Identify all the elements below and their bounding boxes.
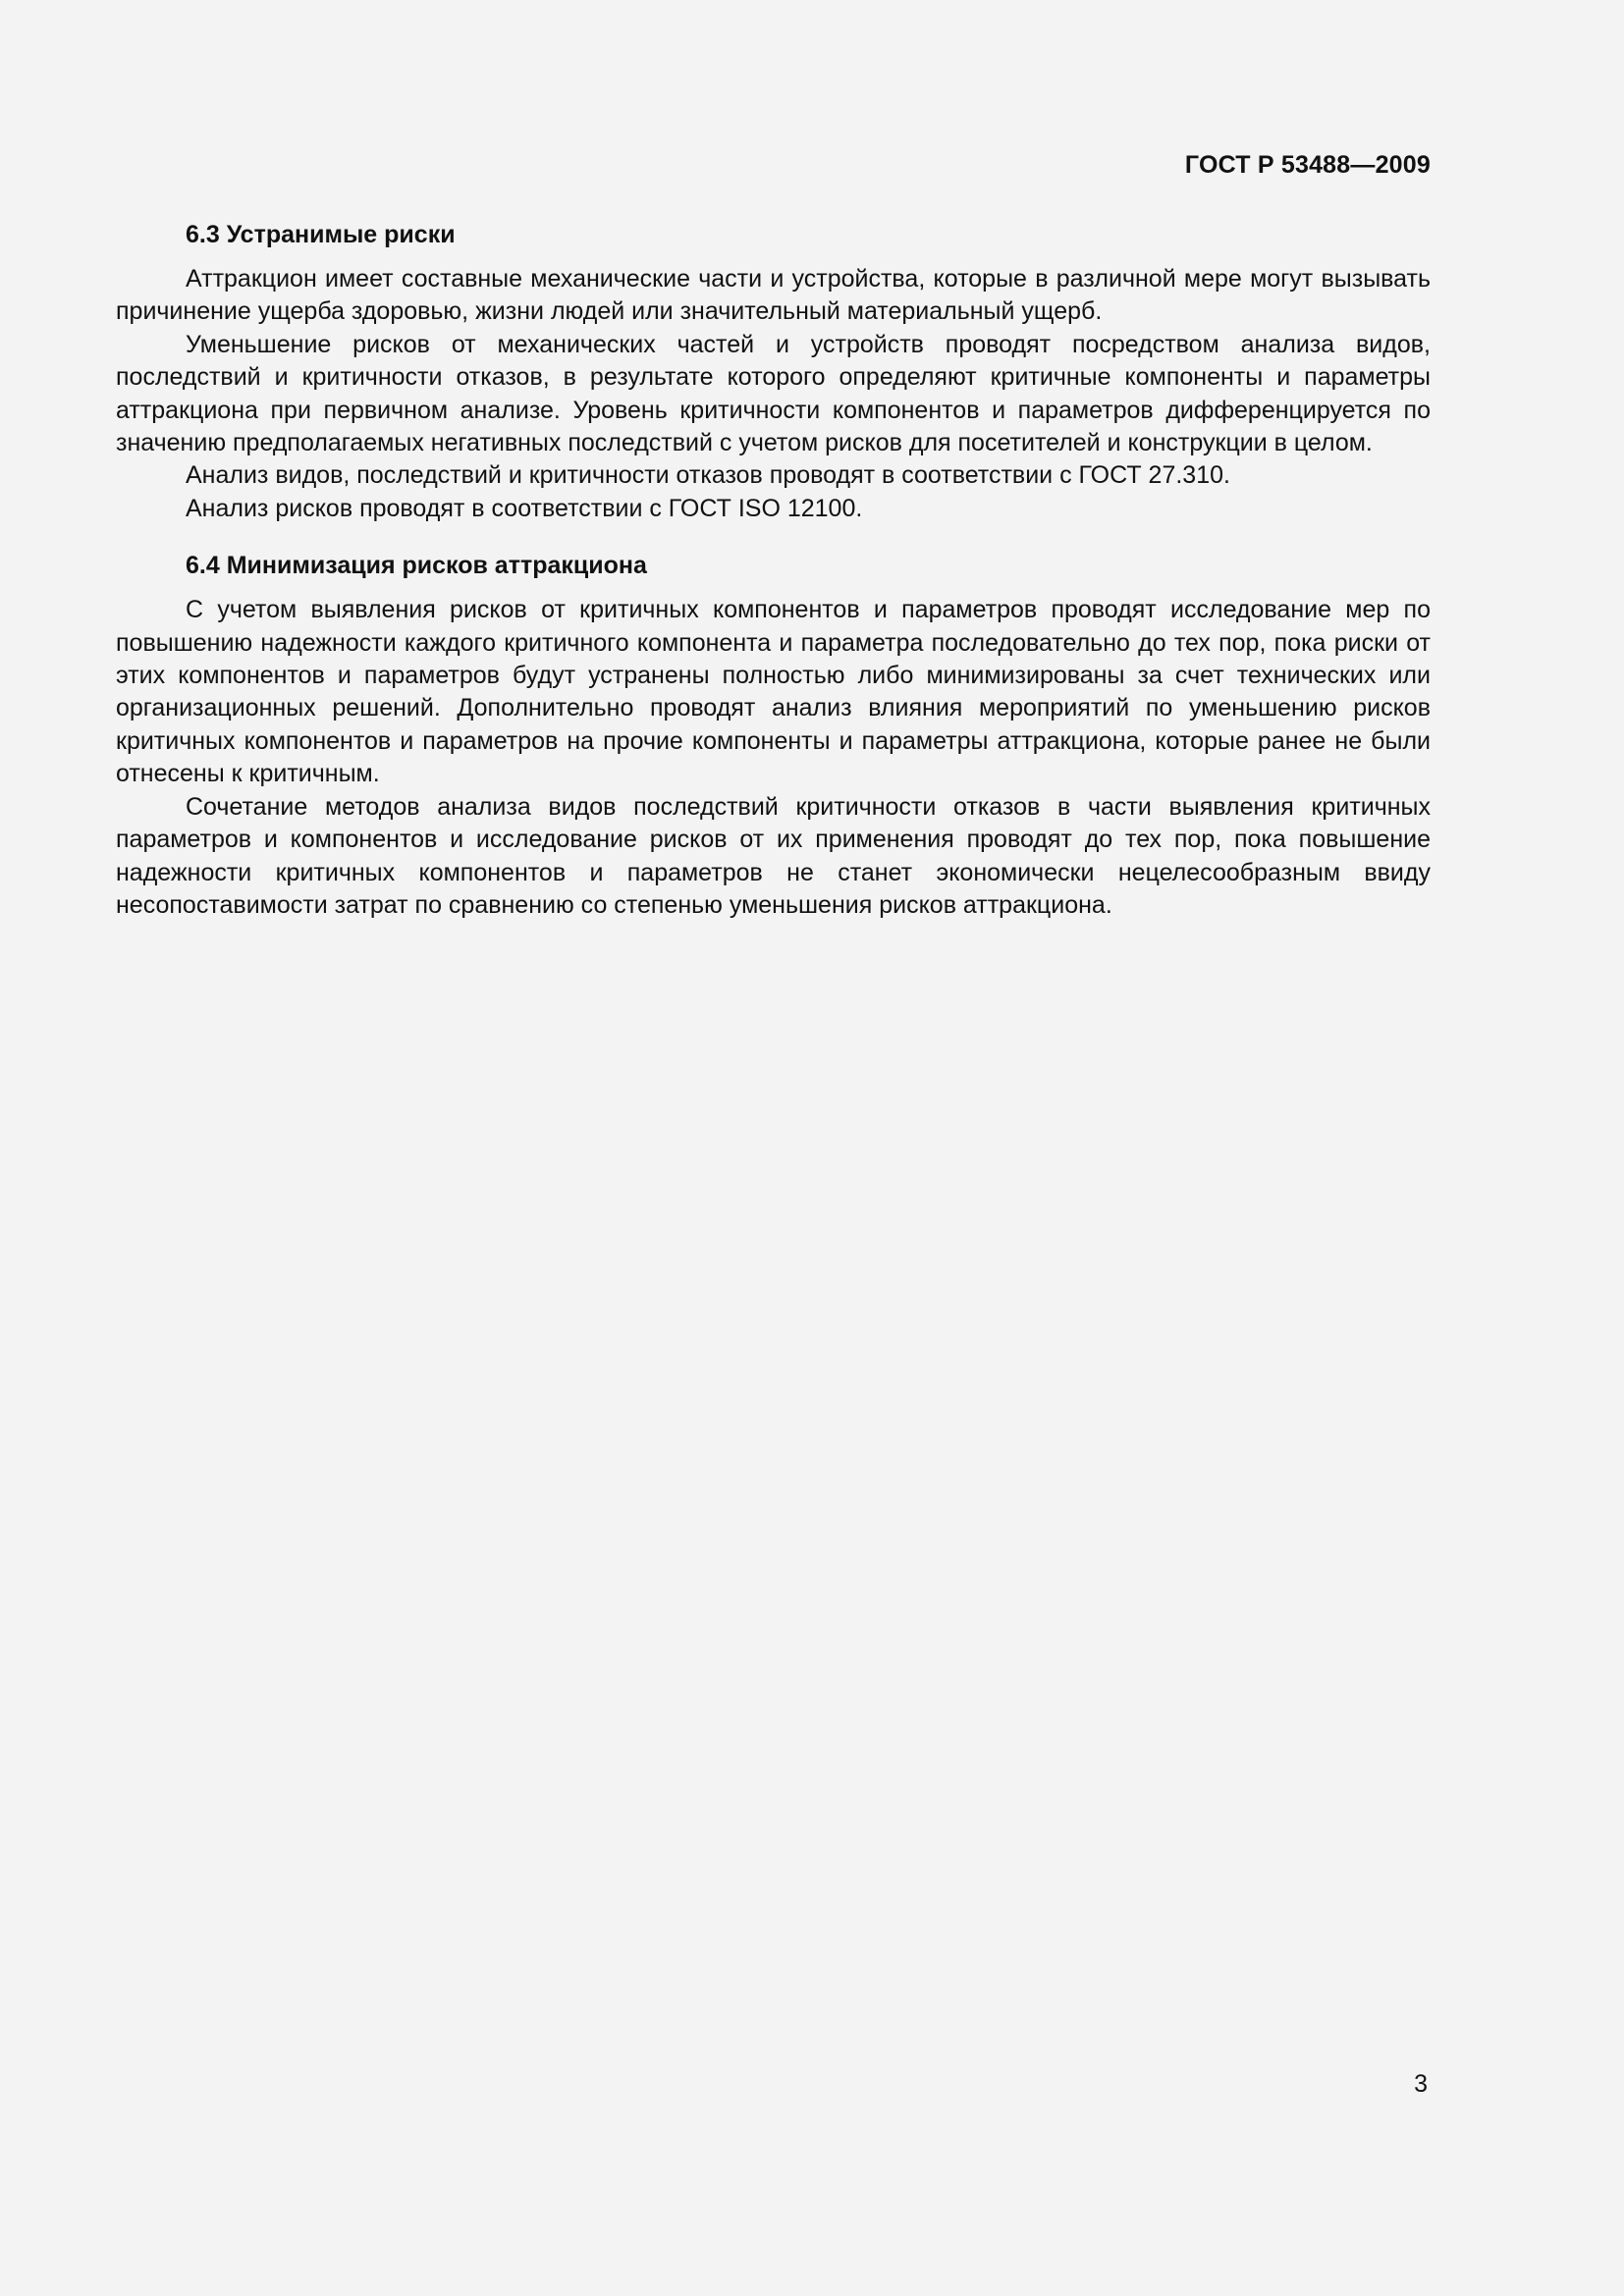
section-title: 6.3 Устранимые риски [186,221,456,248]
paragraph: Анализ рисков проводят в соответствии с ГОСТ ISO 12100. [186,494,863,522]
document-page [116,145,1431,922]
paragraph: Анализ видов, последствий и критичности отказов проводят в соответствии с ГОСТ 27.310. [186,461,1230,490]
page-number: 3 [1414,2070,1428,2098]
section-6-4 [116,547,1431,922]
standard-code-header: ГОСТ Р 53488—2009 [1184,151,1431,179]
paragraph: Сочетание методов анализа видов последствий критичности отказов в части выявления критичных параметров и компонентов и исследование рисков от их применения проводят до тех пор, пока повышение надежности критичных компонентов и параметров не станет экономически нецелесообразным ввиду несопоставимости затрат по сравнению со степенью уменьшения рисков аттракциона. [116,792,1431,919]
section-6-3 [116,216,1431,525]
paragraph: Аттракцион имеет составные механические части и устройства, которые в различной мере могут вызывать причинение ущерба здоровью, жизни людей или значительный материальный ущерб. [116,265,1431,326]
paragraph: С учетом выявления рисков от критичных компонентов и параметров проводят исследование мер по повышению надежности каждого критичного компонента и параметра последовательно до тех пор, пока риски от этих компонентов и параметров будут устранены полностью либо минимизированы за счет технических или организационных решений. Дополнительно проводят анализ влияния мероприятий по уменьшению рисков критичных компонентов и параметров на прочие компоненты и параметры аттракциона, которые ранее не были отнесены к критичным. [116,596,1431,788]
paragraph: Уменьшение рисков от механических частей и устройств проводят посредством анализа видов, последствий и критичности отказов, в результате которого определяют критичные компоненты и параметры аттракциона при первичном анализе. Уровень критичности компонентов и параметров дифференцируется по значению предполагаемых негативных последствий с учетом рисков для посетителей и конструкции в целом. [116,330,1431,457]
section-title: 6.4 Минимизация рисков аттракциона [186,552,647,580]
